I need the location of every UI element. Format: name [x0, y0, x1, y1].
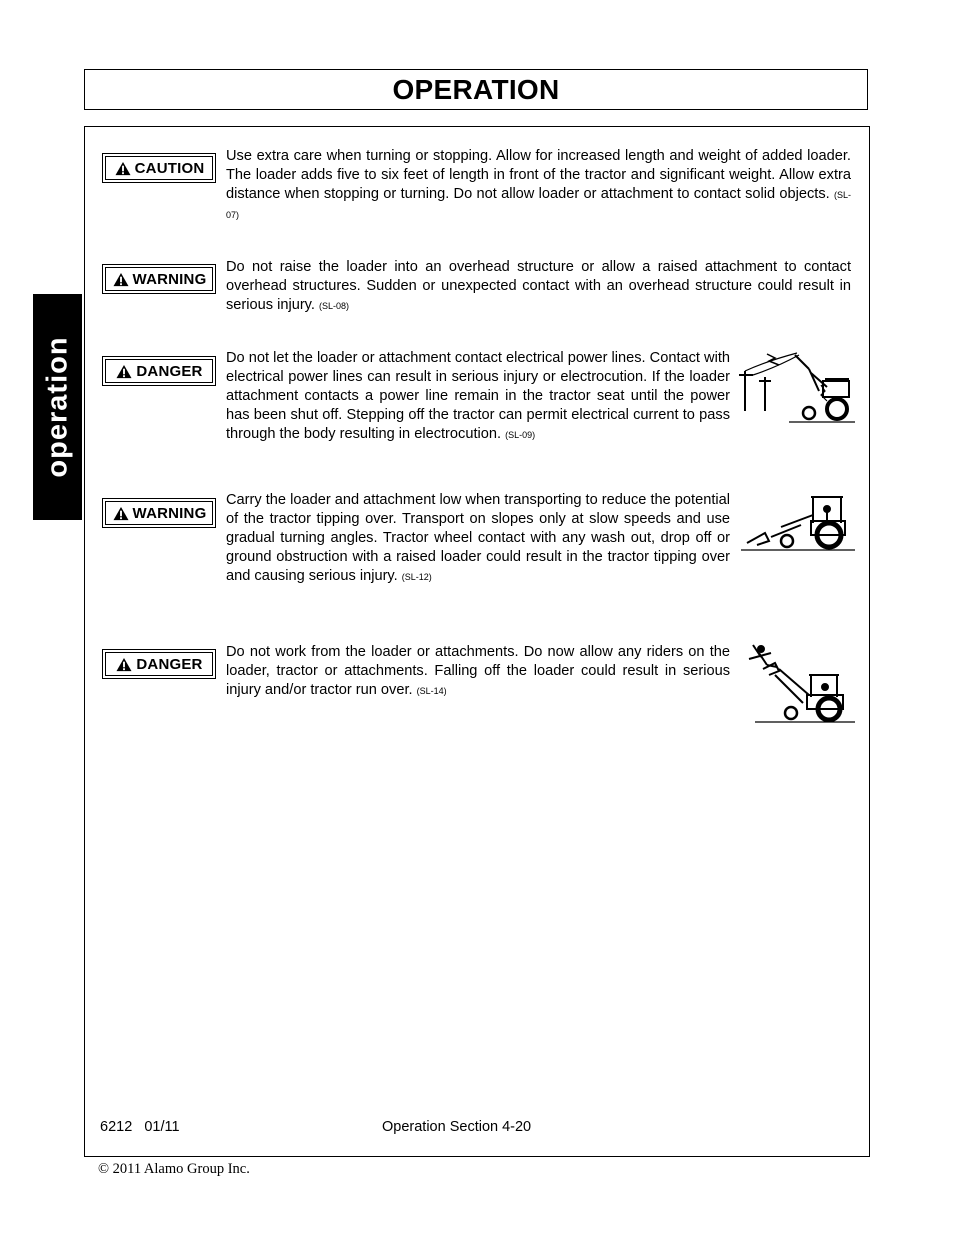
message-body: Carry the loader and attachment low when transporting to reduce the potential of the tractor tipping over. Transport on slopes only at slow speeds and use gradual turning angles. Tractor wheel contact with any wash out, drop off or ground obstruction with a raised loader could result in the tractor tipping over and causing serious injury.	[226, 492, 730, 584]
badge-label: DANGER	[136, 362, 203, 380]
tractor-loader-low-illustration	[741, 493, 857, 553]
safety-message-text	[226, 491, 730, 587]
message-body: Do not let the loader or attachment contact electrical power lines. Contact with electrical power lines can result in serious injury or electrocution. If the loader attachment contacts a power line remain in the tractor seat until the power has been shut off. Stepping off the tractor can permit electrical current to pass through the body resulting in electrocution.	[226, 350, 730, 442]
warning-badge	[102, 264, 216, 294]
section-side-tab	[33, 294, 82, 520]
message-body: Do not raise the loader into an overhead structure or allow a raised attachment to contact overhead structures. Sudden or unexpected contact with an overhead structure could result in serious injury.	[226, 259, 851, 313]
side-tab-label: operation	[41, 336, 73, 478]
rider-falling-illustration	[741, 641, 857, 725]
badge-label: WARNING	[132, 270, 207, 288]
danger-badge	[102, 649, 216, 679]
danger-badge	[102, 356, 216, 386]
badge-label: CAUTION	[134, 159, 205, 177]
alert-triangle-icon	[114, 161, 132, 176]
message-code: (SL-07)	[226, 190, 851, 220]
power-line-tractor-illustration	[737, 349, 857, 425]
alert-triangle-icon	[115, 657, 133, 672]
safety-message-text	[226, 643, 730, 701]
safety-message-text	[226, 349, 730, 445]
alert-triangle-icon	[115, 364, 133, 379]
warning-badge	[102, 498, 216, 528]
alert-triangle-icon	[112, 506, 130, 521]
copyright-notice: © 2011 Alamo Group Inc.	[98, 1161, 250, 1177]
safety-message-text	[226, 147, 851, 225]
page-header	[84, 69, 868, 110]
page-title: OPERATION	[392, 74, 560, 105]
badge-label: WARNING	[132, 504, 207, 522]
message-code: (SL-08)	[319, 301, 350, 311]
message-code: (SL-12)	[401, 572, 432, 582]
message-body: Use extra care when turning or stopping. Allow for increased length and weight of added loader. The loader adds five to six feet of length in front of the tractor and significant weight. Allow extra distance when stopping or turning. Do not allow loader or attachment to contact solid objects.	[226, 148, 851, 202]
content-area	[84, 126, 870, 1157]
footer-doc-id: 6212 01/11	[100, 1119, 180, 1135]
message-code: (SL-09)	[505, 430, 536, 440]
safety-message-text	[226, 258, 851, 316]
footer-section: Operation Section 4-20	[382, 1119, 532, 1135]
caution-badge	[102, 153, 216, 183]
badge-label: DANGER	[136, 655, 203, 673]
alert-triangle-icon	[112, 272, 130, 287]
message-code: (SL-14)	[416, 686, 447, 696]
message-body: Do not work from the loader or attachments. Do now allow any riders on the loader, tractor or attachments. Falling off the loader could result in serious injury and/or tractor run over.	[226, 644, 730, 698]
